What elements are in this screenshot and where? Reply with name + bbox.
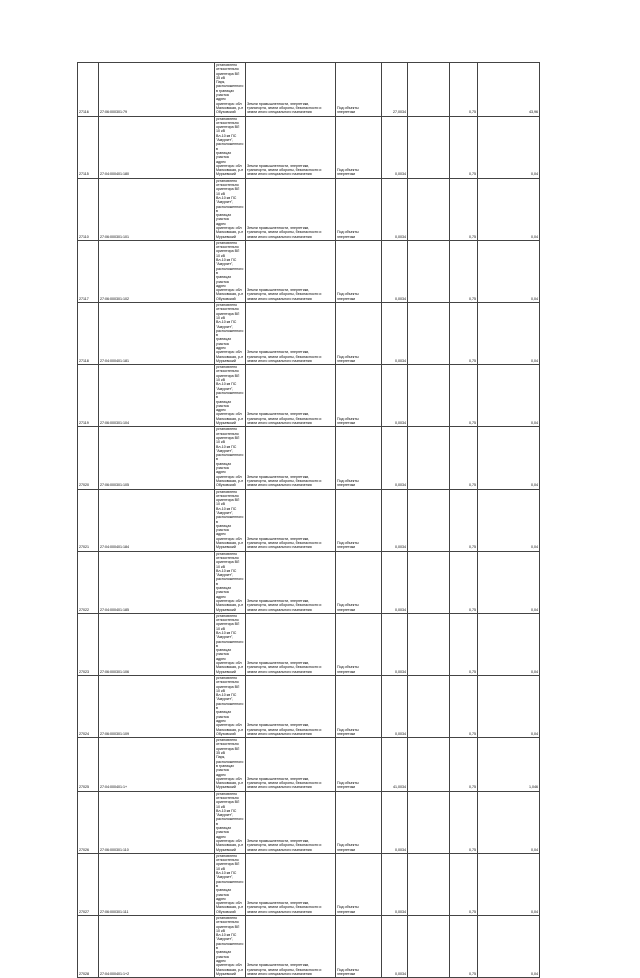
location-description-cell: установлено относительно ориентира ВЛ 35 кВ Парк, расположенного в границах участка адрес ориентира: обл Малковская, р-н Мурьевский — [215, 738, 246, 792]
cadastral-number-cell: 27:04:000401:1+ — [99, 738, 215, 792]
area-cell: 0,0034 — [382, 365, 408, 427]
sum-cell: 0,04 — [478, 916, 540, 978]
document-page — [77, 62, 540, 978]
land-category-cell: Земли промышленности, энергетики, транспорта, земли обороны, безопасности и земли иного специального назначения — [246, 365, 336, 427]
table-row — [78, 365, 540, 427]
area-cell: 41,0034 — [382, 738, 408, 792]
row-number-cell: 27028 — [78, 916, 99, 978]
row-number-cell: 27116 — [78, 63, 99, 117]
row-number-cell: 27117 — [78, 240, 99, 302]
cadastral-number-cell: 27:06:000301:101 — [99, 178, 215, 240]
rate-cell: 0,75 — [450, 63, 478, 117]
rate-cell: 0,75 — [450, 791, 478, 853]
cadastral-number-cell: 27:04:000401:180 — [99, 116, 215, 178]
area-cell: 0,0034 — [382, 240, 408, 302]
sum-cell: 0,04 — [478, 303, 540, 365]
cadastral-number-cell: 27:06:000301:105 — [99, 427, 215, 489]
location-description-cell: установлено относительно ориентира ВЛ 10 кВ Вл-10 кв ПС "Амурзет", расположенного в границах участка адрес ориентира: обл Малковская, р-н Мурьевский — [215, 365, 246, 427]
cadastral-number-cell: 27:06:000301:110 — [99, 791, 215, 853]
rate-cell: 0,75 — [450, 853, 478, 915]
permitted-use-cell: Под объекты энергетики — [336, 178, 382, 240]
table-row — [78, 63, 540, 117]
cadastral-number-cell: 27:06:000301:111 — [99, 853, 215, 915]
sum-cell: 0,04 — [478, 365, 540, 427]
area-cell: 0,0034 — [382, 675, 408, 737]
sum-cell: 0,04 — [478, 791, 540, 853]
sum-cell: 1,046 — [478, 738, 540, 792]
sum-cell: 0,04 — [478, 427, 540, 489]
empty-cell — [408, 303, 450, 365]
empty-cell — [408, 791, 450, 853]
permitted-use-cell: Под объекты энергетики — [336, 427, 382, 489]
rate-cell: 0,75 — [450, 303, 478, 365]
rate-cell: 0,75 — [450, 738, 478, 792]
table-row — [78, 489, 540, 551]
empty-cell — [408, 427, 450, 489]
area-cell: 0,0034 — [382, 916, 408, 978]
permitted-use-cell: Под объекты энергетики — [336, 116, 382, 178]
rate-cell: 0,75 — [450, 675, 478, 737]
table-row — [78, 427, 540, 489]
empty-cell — [408, 116, 450, 178]
land-category-cell: Земли промышленности, энергетики, транспорта, земли обороны, безопасности и земли иного специального назначения — [246, 178, 336, 240]
table-row — [78, 178, 540, 240]
table-row — [78, 916, 540, 978]
table-row — [78, 675, 540, 737]
permitted-use-cell: Под объекты энергетики — [336, 738, 382, 792]
empty-cell — [408, 551, 450, 613]
area-cell: 0,0034 — [382, 116, 408, 178]
location-description-cell: установлено относительно ориентира ВЛ 10 кВ Вл-10 кв ПС "Амурзет", расположенного в границах участка адрес ориентира: обл Малковская, р-н Мурьевский — [215, 551, 246, 613]
location-description-cell: установлено относительно ориентира ВЛ 10 кВ Вл-10 кв ПС "Амурзет", расположенного в границах участка адрес ориентира: обл Малковская, р-н Мурьевский — [215, 116, 246, 178]
row-number-cell: 27022 — [78, 551, 99, 613]
cadastral-number-cell: 27:04:000401:1+2 — [99, 916, 215, 978]
permitted-use-cell: Под объекты энергетики — [336, 675, 382, 737]
rate-cell: 0,75 — [450, 116, 478, 178]
permitted-use-cell: Под объекты энергетики — [336, 303, 382, 365]
table-row — [78, 116, 540, 178]
empty-cell — [408, 63, 450, 117]
empty-cell — [408, 613, 450, 675]
sum-cell: 0,04 — [478, 178, 540, 240]
land-category-cell: Земли промышленности, энергетики, транспорта, земли обороны, безопасности и земли иного специального назначения — [246, 675, 336, 737]
rate-cell: 0,75 — [450, 365, 478, 427]
rate-cell: 0,75 — [450, 551, 478, 613]
sum-cell: 0,04 — [478, 116, 540, 178]
table-body — [78, 63, 540, 978]
empty-cell — [408, 178, 450, 240]
cadastral-number-cell: 27:04:000401:184 — [99, 489, 215, 551]
permitted-use-cell: Под объекты энергетики — [336, 551, 382, 613]
permitted-use-cell: Под объекты энергетики — [336, 916, 382, 978]
empty-cell — [408, 240, 450, 302]
row-number-cell: 27119 — [78, 365, 99, 427]
sum-cell: 43,96 — [478, 63, 540, 117]
permitted-use-cell: Под объекты энергетики — [336, 791, 382, 853]
location-description-cell: установлено относительно ориентира ВЛ 10 кВ Вл-10 кв ПС "Амурзет", расположенного в границах участка адрес ориентира: обл Малковская, р-н Мурьевский — [215, 303, 246, 365]
land-category-cell: Земли промышленности, энергетики, транспорта, земли обороны, безопасности и земли иного специального назначения — [246, 303, 336, 365]
land-category-cell: Земли промышленности, энергетики, транспорта, земли обороны, безопасности и земли иного специального назначения — [246, 738, 336, 792]
row-number-cell: 27115 — [78, 116, 99, 178]
cadastral-number-cell: 27:06:000301:79 — [99, 63, 215, 117]
permitted-use-cell: Под объекты энергетики — [336, 63, 382, 117]
location-description-cell: установлено относительно ориентира ВЛ 10 кВ Вл-10 кв ПС "Амурзет", расположенного в границах участка адрес ориентира: обл Малковская, р-н Мурьевский — [215, 916, 246, 978]
permitted-use-cell: Под объекты энергетики — [336, 853, 382, 915]
cadastral-number-cell: 27:04:000401:181 — [99, 303, 215, 365]
sum-cell: 0,04 — [478, 489, 540, 551]
location-description-cell: установлено относительно ориентира ВЛ 35 кВ Парк, расположенного в границах участка адрес ориентира: обл Малковская, р-н Обуховский — [215, 63, 246, 117]
area-cell: 0,0034 — [382, 178, 408, 240]
row-number-cell: 27110 — [78, 178, 99, 240]
rate-cell: 0,75 — [450, 613, 478, 675]
permitted-use-cell: Под объекты энергетики — [336, 489, 382, 551]
empty-cell — [408, 738, 450, 792]
row-number-cell: 27020 — [78, 427, 99, 489]
cadastral-number-cell: 27:06:000301:106 — [99, 613, 215, 675]
permitted-use-cell: Под объекты энергетики — [336, 613, 382, 675]
land-category-cell: Земли промышленности, энергетики, транспорта, земли обороны, безопасности и земли иного специального назначения — [246, 489, 336, 551]
location-description-cell: установлено относительно ориентира ВЛ 10 кВ Вл-10 кв ПС "Амурзет", расположенного в границах участка адрес ориентира: обл Малковская, р-н Мурьевский — [215, 791, 246, 853]
row-number-cell: 27025 — [78, 738, 99, 792]
row-number-cell: 27027 — [78, 853, 99, 915]
table-row — [78, 303, 540, 365]
area-cell: 27,0034 — [382, 63, 408, 117]
rate-cell: 0,75 — [450, 178, 478, 240]
sum-cell: 0,04 — [478, 853, 540, 915]
cadastral-number-cell: 27:06:000301:104 — [99, 365, 215, 427]
row-number-cell: 27023 — [78, 613, 99, 675]
row-number-cell: 27118 — [78, 303, 99, 365]
land-category-cell: Земли промышленности, энергетики, транспорта, земли обороны, безопасности и земли иного специального назначения — [246, 916, 336, 978]
land-category-cell: Земли промышленности, энергетики, транспорта, земли обороны, безопасности и земли иного специального назначения — [246, 551, 336, 613]
location-description-cell: установлено относительно ориентира ВЛ 10 кВ Вл-10 кв ПС "Амурзет", расположенного в границах участка адрес ориентира: обл Малковская, р-н Обуховский — [215, 240, 246, 302]
sum-cell: 0,04 — [478, 675, 540, 737]
land-category-cell: Земли промышленности, энергетики, транспорта, земли обороны, безопасности и земли иного специального назначения — [246, 240, 336, 302]
table-row — [78, 791, 540, 853]
table-row — [78, 738, 540, 792]
table-row — [78, 613, 540, 675]
empty-cell — [408, 365, 450, 427]
land-category-cell: Земли промышленности, энергетики, транспорта, земли обороны, безопасности и земли иного специального назначения — [246, 116, 336, 178]
empty-cell — [408, 853, 450, 915]
land-category-cell: Земли промышленности, энергетики, транспорта, земли обороны, безопасности и земли иного специального назначения — [246, 63, 336, 117]
table-row — [78, 551, 540, 613]
land-category-cell: Земли промышленности, энергетики, транспорта, земли обороны, безопасности и земли иного специального назначения — [246, 427, 336, 489]
area-cell: 0,0034 — [382, 551, 408, 613]
cadastral-number-cell: 27:04:000401:185 — [99, 551, 215, 613]
area-cell: 0,0034 — [382, 427, 408, 489]
table-row — [78, 853, 540, 915]
location-description-cell: установлено относительно ориентира ВЛ 10 кВ Вл-10 кв ПС "Амурзет", расположенного в границах участка адрес ориентира: обл Малковская, р-н Обуховский — [215, 675, 246, 737]
location-description-cell: установлено относительно ориентира ВЛ 10 кВ Вл-10 кв ПС "Амурзет", расположенного в границах участка адрес ориентира: обл Малковская, р-н Обуховский — [215, 427, 246, 489]
land-category-cell: Земли промышленности, энергетики, транспорта, земли обороны, безопасности и земли иного специального назначения — [246, 853, 336, 915]
land-plots-table — [77, 62, 540, 978]
location-description-cell: установлено относительно ориентира ВЛ 10 кВ Вл-10 кв ПС "Амурзет", расположенного в границах участка адрес ориентира: обл Малковская, р-н Мурьевский — [215, 178, 246, 240]
empty-cell — [408, 675, 450, 737]
cadastral-number-cell: 27:06:000301:109 — [99, 675, 215, 737]
land-category-cell: Земли промышленности, энергетики, транспорта, земли обороны, безопасности и земли иного специального назначения — [246, 791, 336, 853]
permitted-use-cell: Под объекты энергетики — [336, 365, 382, 427]
table-row — [78, 240, 540, 302]
area-cell: 0,0034 — [382, 853, 408, 915]
row-number-cell: 27024 — [78, 675, 99, 737]
empty-cell — [408, 489, 450, 551]
area-cell: 0,0034 — [382, 303, 408, 365]
cadastral-number-cell: 27:06:000301:102 — [99, 240, 215, 302]
area-cell: 0,0034 — [382, 791, 408, 853]
area-cell: 0,0034 — [382, 489, 408, 551]
row-number-cell: 27026 — [78, 791, 99, 853]
rate-cell: 0,75 — [450, 489, 478, 551]
location-description-cell: установлено относительно ориентира ВЛ 10 кВ Вл-10 кв ПС "Амурзет", расположенного в границах участка адрес ориентира: обл Малковская, р-н Обуховский — [215, 853, 246, 915]
rate-cell: 0,75 — [450, 916, 478, 978]
sum-cell: 0,04 — [478, 240, 540, 302]
sum-cell: 0,04 — [478, 551, 540, 613]
rate-cell: 0,75 — [450, 240, 478, 302]
area-cell: 0,0034 — [382, 613, 408, 675]
row-number-cell: 27021 — [78, 489, 99, 551]
rate-cell: 0,75 — [450, 427, 478, 489]
location-description-cell: установлено относительно ориентира ВЛ 10 кВ Вл-10 кв ПС "Амурзет", расположенного в границах участка адрес ориентира: обл Малковская, р-н Мурьевский — [215, 489, 246, 551]
land-category-cell: Земли промышленности, энергетики, транспорта, земли обороны, безопасности и земли иного специального назначения — [246, 613, 336, 675]
empty-cell — [408, 916, 450, 978]
permitted-use-cell: Под объекты энергетики — [336, 240, 382, 302]
location-description-cell: установлено относительно ориентира ВЛ 10 кВ Вл-10 кв ПС "Амурзет", расположенного в границах участка адрес ориентира: обл Малковская, р-н Мурьевский — [215, 613, 246, 675]
sum-cell: 0,04 — [478, 613, 540, 675]
